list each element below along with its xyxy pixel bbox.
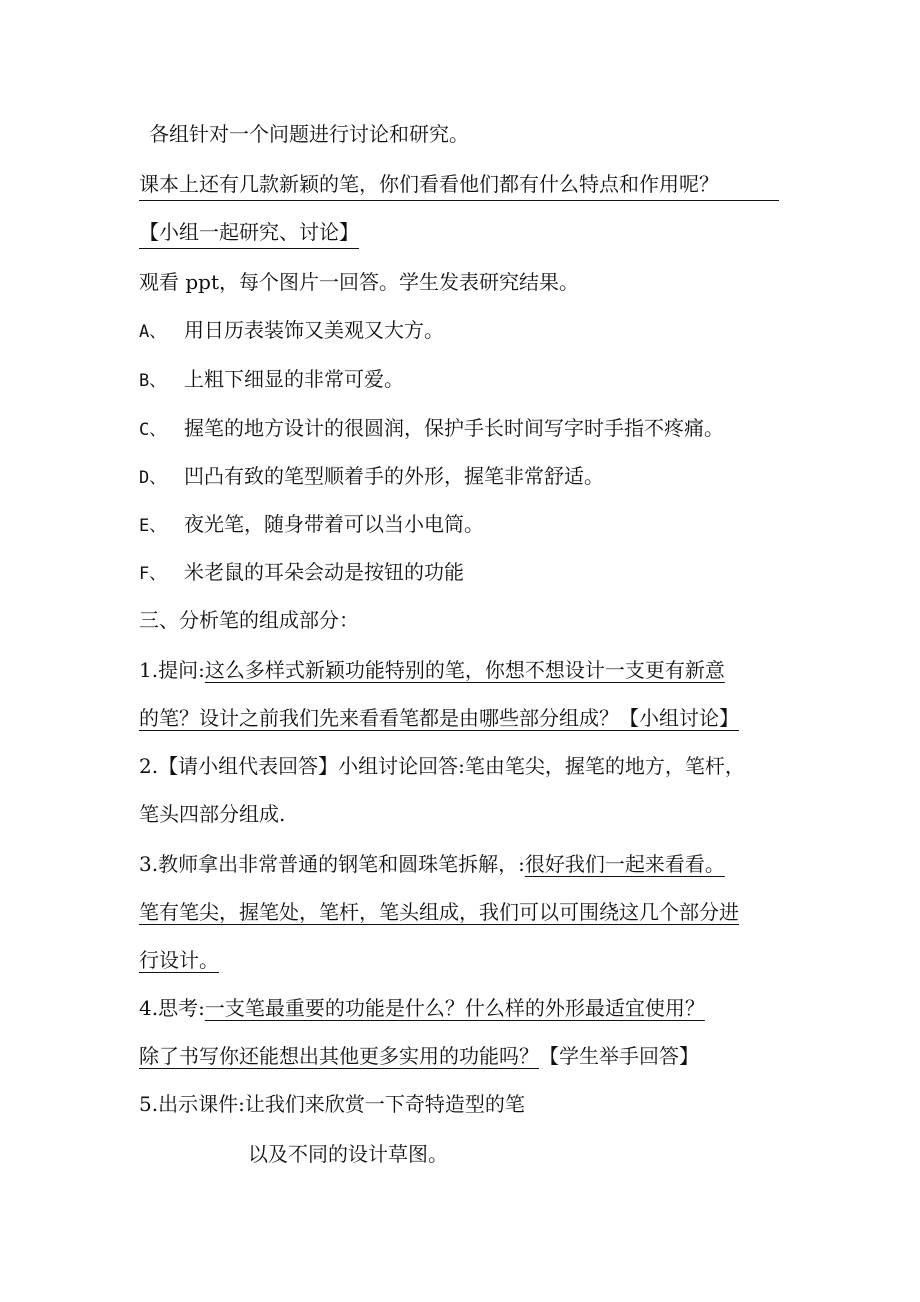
underlined-text: 这么多样式新颖功能特别的笔，你想不想设计一支更有新意 xyxy=(204,658,725,682)
question-4-line-1 xyxy=(139,994,799,1022)
underlined-text: 课本上还有几款新颖的笔，你们看看他们都有什么特点和作用呢？ xyxy=(139,171,779,201)
paragraph-new-pens-question xyxy=(139,170,799,201)
question-2-line-1: 2.【请小组代表回答】小组讨论回答:笔由笔尖，握笔的地方，笔杆， xyxy=(139,754,745,778)
underlined-text: 笔有笔尖，握笔处，笔杆，笔头组成，我们可以可围绕这几个部分进 xyxy=(139,900,739,924)
list-label: B、 xyxy=(139,371,167,391)
question-tail: 【学生举手回答】 xyxy=(539,1044,699,1068)
question-5-line-2: 以及不同的设计草图。 xyxy=(248,1142,448,1166)
question-2-line-2: 笔头四部分组成. xyxy=(139,802,286,826)
question-4-line-2 xyxy=(139,1042,799,1070)
question-1-line-2 xyxy=(139,704,799,732)
question-1-line-1 xyxy=(139,656,799,684)
list-text: 握笔的地方设计的很圆润，保护手长时间写字时手指不疼痛。 xyxy=(184,416,724,440)
underlined-text: 行设计。 xyxy=(139,948,219,972)
question-prefix: 1.提问: xyxy=(139,658,205,682)
list-label: F、 xyxy=(139,564,167,584)
list-item-f xyxy=(139,558,799,588)
question-prefix: 3.教师拿出非常普通的钢笔和圆珠笔拆解，: xyxy=(139,852,525,876)
list-item-c xyxy=(139,414,799,444)
list-text: 上粗下细显的非常可爱。 xyxy=(184,367,404,391)
list-label: E、 xyxy=(139,516,167,536)
list-text: 米老鼠的耳朵会动是按钮的功能 xyxy=(184,560,464,584)
paragraph-group-research xyxy=(139,218,799,249)
list-item-e xyxy=(139,510,799,540)
question-3-line-1 xyxy=(139,850,799,878)
underlined-text: 【小组一起研究、讨论】 xyxy=(139,219,359,249)
list-text: 用日历表装饰又美观又大方。 xyxy=(184,318,444,342)
list-item-b xyxy=(139,365,799,395)
section-heading-3: 三、分析笔的组成部分： xyxy=(139,608,359,632)
list-text: 凹凸有致的笔型顺着手的外形，握笔非常舒适。 xyxy=(184,464,604,488)
underlined-text: 很好我们一起来看看。 xyxy=(524,852,725,876)
question-prefix: 4.思考: xyxy=(139,996,205,1020)
list-item-d xyxy=(139,462,799,492)
underlined-text: 一支笔最重要的功能是什么？什么样的外形最适宜使用？ xyxy=(204,996,705,1020)
list-item-a xyxy=(139,316,799,346)
list-label: A、 xyxy=(139,322,167,342)
underlined-text: 的笔？设计之前我们先来看看笔都是由哪些部分组成？【小组讨论】 xyxy=(139,706,739,730)
list-label: D、 xyxy=(139,468,167,488)
question-3-line-2 xyxy=(139,898,799,926)
list-label: C、 xyxy=(139,420,167,440)
question-3-line-3 xyxy=(139,946,799,974)
underlined-text: 除了书写你还能想出其他更多实用的功能吗？ xyxy=(139,1044,539,1068)
paragraph-group-discussion: 各组针对一个问题进行讨论和研究。 xyxy=(149,122,469,146)
paragraph-watch-ppt: 观看 ppt，每个图片一回答。学生发表研究结果。 xyxy=(139,270,579,294)
question-5-line-1: 5.出示课件:让我们来欣赏一下奇特造型的笔 xyxy=(139,1092,525,1116)
list-text: 夜光笔，随身带着可以当小电筒。 xyxy=(184,512,484,536)
